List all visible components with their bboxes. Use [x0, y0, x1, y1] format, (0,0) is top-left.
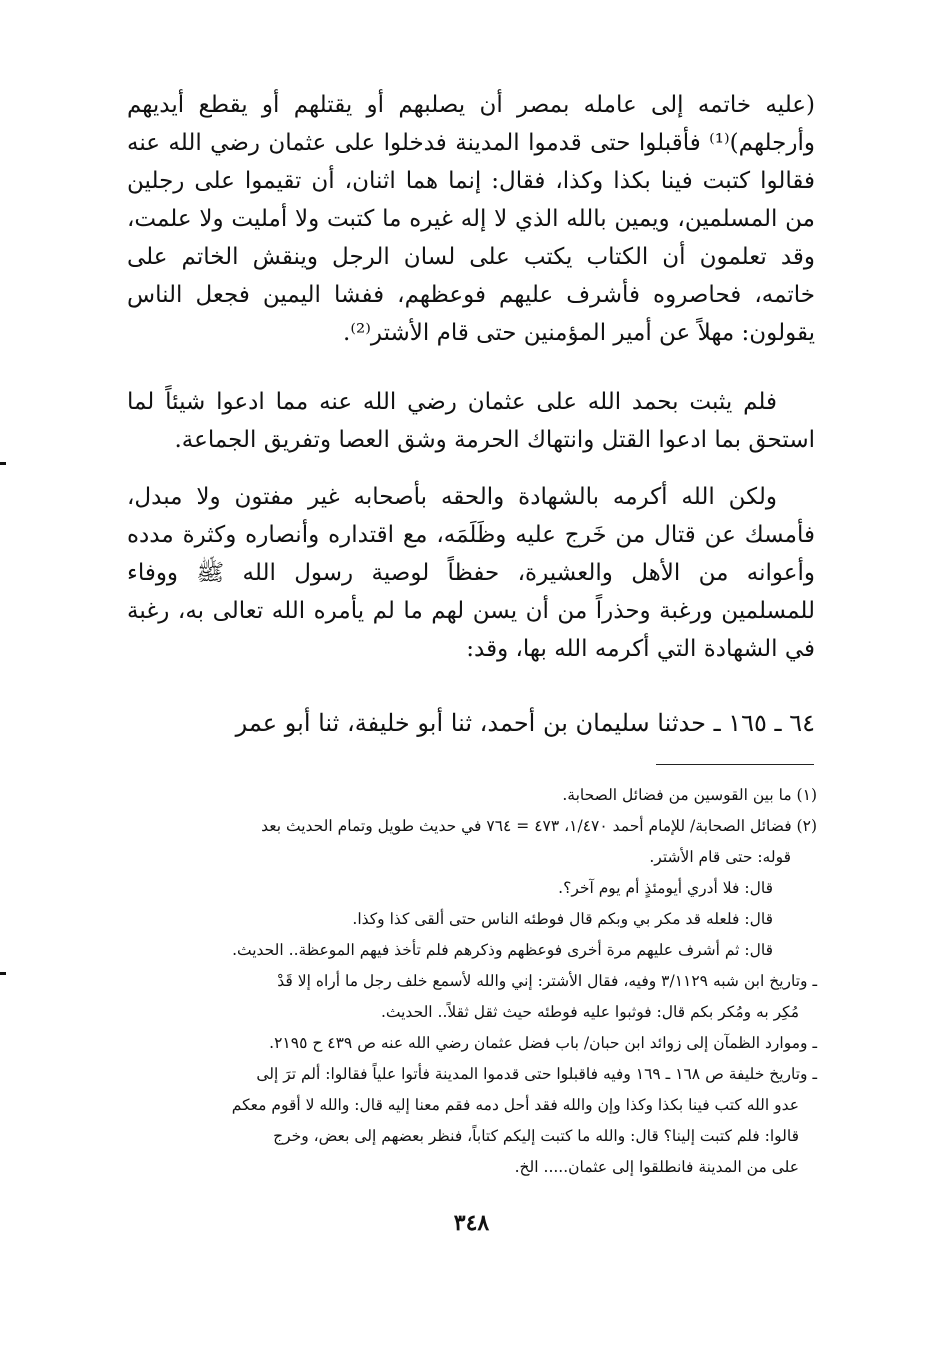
body-paragraph-1 [127, 86, 815, 352]
paragraph-text: (عليه خاتمه إلى عامله بمصر أن يصلبهم أو يقتلهم أو يقطع أيديهم وأرجلهم)⁽¹⁾ فأقبلوا حتى قدموا المدينة فدخلوا على عثمان رضي الله عنه فقالوا كتبت فينا بكذا وكذا، فقال: إنما هما اثنان، أن تقيموا على رجلين من المسلمين، ويمين بالله الذي لا إله غيره ما كتبت ولا أمليت ولا علمت، وقد تعلمون أن الكتاب يكتب على لسان الرجل وينقش الخاتم على خاتمه، فحاصروه فأشرف عليهم فوعظهم، ففشا اليمين فجعل الناس يقولون: مهلاً عن أمير المؤمنين حتى قام الأشتر⁽²⁾. [127, 92, 815, 346]
footnote-2-continuation: قوله: حتى قام الأشتر. [649, 848, 791, 866]
scan-margin-mark [0, 972, 6, 975]
body-paragraph-2 [127, 383, 815, 459]
footnote-source-3-continuation: على من المدينة فانطلقوا إلى عثمان..... الخ. [514, 1158, 799, 1176]
footnotes [127, 780, 817, 1183]
footnote-quote-3: قال: ثم أشرف عليهم مرة أخرى فوعظهم وذكرهم فلم تأخذ فيهم الموعظة.. الحديث. [232, 941, 773, 959]
paragraph-text: ٦٤ ـ ١٦٥ ـ حدثنا سليمان بن أحمد، ثنا أبو خليفة، ثنا أبو عمر [235, 709, 815, 737]
footnote-quote-1: قال: فلا أدري أيومئذٍ أم يوم آخر؟. [558, 879, 773, 897]
footnote-2: (٢) فضائل الصحابة/ للإمام أحمد ١/٤٧٠، ٤٧٣ = ٧٦٤ في حديث طويل وتمام الحديث بعد [261, 817, 817, 835]
footnote-separator [656, 764, 814, 765]
footnote-source-3: ـ وتاريخ خليفة ص ١٦٨ ـ ١٦٩ وفيه فاقبلوا حتى قدموا المدينة فأتوا علياً فقالوا: ألم ترَ إلى [256, 1065, 817, 1083]
footnote-source-1-continuation: مُكِر به ومُكر بكم قال: فوثبوا عليه فوطئه حيث ثقل ثقلاً.. الحديث. [380, 1003, 799, 1021]
paragraph-text: ولكن الله أكرمه بالشهادة والحقه بأصحابه غير مفتون ولا مبدل، فأمسك عن قتال من خَرج عليه وظَلَمَه، مع اقتداره وأنصاره وكثرة مدده وأعوانه من الأهل والعشيرة، حفظاً لوصية رسول الله ﷺ ووفاء للمسلمين ورغبة وحذراً من أن يسن لهم ما لم يأمره الله تعالى به، رغبة في الشهادة التي أكرمه الله بها، وقد: [127, 484, 815, 662]
footnote-quote-2: قال: فلعله قد مكر بي وبكم قال فوطئه الناس حتى ألقى كذا وكذا. [352, 910, 773, 928]
scan-margin-mark [0, 462, 6, 465]
body-paragraph-3 [127, 478, 815, 668]
hadith-chain-line [127, 704, 815, 742]
page-number: ٣٤٨ [453, 1210, 490, 1236]
footnote-source-3-continuation: قالوا: فلم كتبت إلينا؟ قال: والله ما كتبت إليكم كتاباً، فنظر بعضهم إلى بعض، وخرج [273, 1127, 799, 1145]
footnote-source-1: ـ وتاريخ ابن شبه ٣/١١٢٩ وفيه، فقال الأشتر: إني والله لأسمع خلف رجل ما أراه إلا قَدْ [277, 972, 817, 990]
paragraph-text: فلم يثبت بحمد الله على عثمان رضي الله عنه مما ادعوا شيئاً لما استحق بما ادعوا القتل وانتهاك الحرمة وشق العصا وتفريق الجماعة. [127, 389, 815, 453]
footnote-source-2: ـ وموارد الظمآن إلى زوائد ابن حبان/ باب فضل عثمان رضي الله عنه ص ٤٣٩ ح ٢١٩٥. [269, 1034, 817, 1052]
footnote-source-3-continuation: عدو الله كتب فينا بكذا وكذا وإن والله فقد أحل دمه فقم معنا إليه قال: والله لا أقوم معكم [231, 1096, 799, 1114]
footnote-1: (١) ما بين القوسين من فضائل الصحابة. [562, 786, 817, 804]
